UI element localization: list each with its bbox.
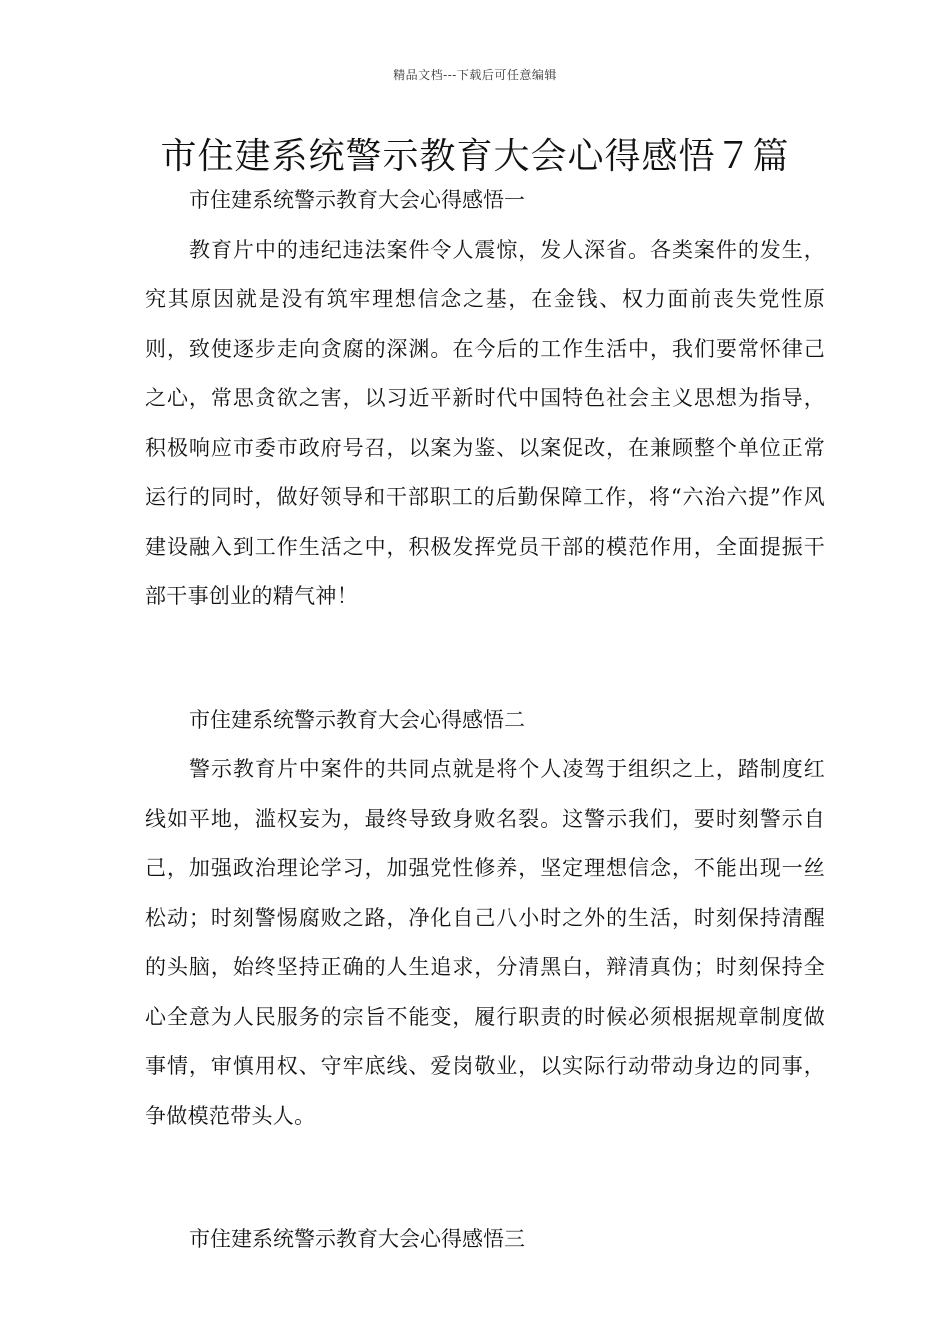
- section-heading: 市住建系统警示教育大会心得感悟二: [189, 707, 525, 732]
- section-body: 警示教育片中案件的共同点就是将个人凌驾于组织之上，踏制度红线如平地，滥权妄为，最终导致身败名裂。这警示我们，要时刻警示自己，加强政治理论学习，加强党性修养，坚定理想信念，不能出现一丝松动；时刻警惕腐败之路，净化自己八小时之外的生活，时刻保持清醒的头脑，始终坚持正确的人生追求，分清黑白，辩清真伪；时刻保持全心全意为人民服务的宗旨不能变，履行职责的时候必须根据规章制度做事情，审慎用权、守牢底线、爱岗敬业，以实际行动带动身边的同事，争做模范带头人。: [145, 757, 825, 1128]
- section-heading: 市住建系统警示教育大会心得感悟一: [189, 188, 525, 212]
- section-1: [145, 176, 825, 622]
- document-title: 市住建系统警示教育大会心得感悟７篇: [160, 136, 790, 177]
- section-heading: 市住建系统警示教育大会心得感悟三: [189, 1227, 525, 1251]
- document-content: [145, 176, 825, 1265]
- section-2: [145, 696, 825, 1142]
- header-note: 精品文档---下载后可任意编辑: [393, 68, 557, 82]
- section-spacer: [145, 1141, 825, 1215]
- section-body: 教育片中的违纪违法案件令人震惊，发人深省。各类案件的发生，究其原因就是没有筑牢理想信念之基，在金钱、权力面前丧失党性原则，致使逐步走向贪腐的深渊。在今后的工作生活中，我们要常怀律己之心，常思贪欲之害，以习近平新时代中国特色社会主义思想为指导，积极响应市委市政府号召，以案为鉴、以案促改，在兼顾整个单位正常运行的同时，做好领导和干部职工的后勤保障工作，将“六治六提”作风建设融入到工作生活之中，积极发挥党员干部的模范作用，全面提振干部干事创业的精气神！: [145, 237, 825, 608]
- section-spacer: [145, 622, 825, 696]
- section-3: [145, 1215, 825, 1265]
